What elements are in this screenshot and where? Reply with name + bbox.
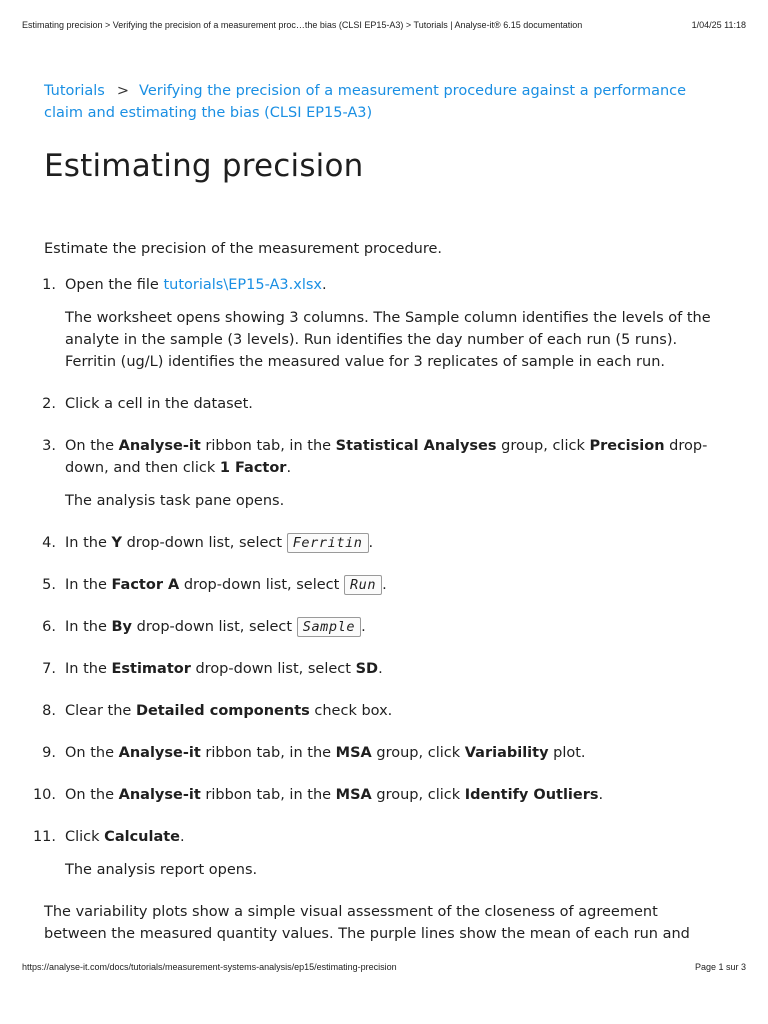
- step-text: group, click: [496, 438, 590, 454]
- step-text: .: [286, 460, 292, 476]
- print-footer-url: https://analyse-it.com/docs/tutorials/measurement-systems-analysis/ep15/estimating-precision: [22, 962, 397, 972]
- ui-term: Precision: [589, 438, 665, 454]
- step-number: 6.: [42, 619, 56, 635]
- ui-term: 1 Factor: [219, 460, 287, 476]
- closing-paragraph: The variability plots show a simple visual assessment of the closeness of agreement between the measured quantity values. The purple lines show the mean of each run and: [44, 904, 690, 942]
- list-item: [44, 393, 724, 415]
- step-number: 2.: [42, 396, 56, 412]
- step-text: On the: [65, 438, 119, 454]
- breadcrumb: [44, 80, 724, 124]
- file-link[interactable]: tutorials\EP15-A3.xlsx: [163, 277, 322, 293]
- ui-term: Analyse-it: [118, 745, 201, 761]
- step-text: drop-down list, select: [179, 577, 344, 593]
- step-text: .: [361, 619, 366, 635]
- step-number: 7.: [42, 661, 56, 677]
- breadcrumb-separator: >: [116, 83, 130, 99]
- step-text: drop-down, and then click: [65, 438, 708, 476]
- step-note: The analysis task pane opens.: [65, 493, 285, 509]
- variable-chip: Run: [344, 575, 382, 595]
- step-number: 1.: [42, 277, 56, 293]
- breadcrumb-tutorials-link[interactable]: Tutorials: [44, 83, 105, 99]
- step-text: Click: [65, 829, 105, 845]
- steps-list: [32, 274, 724, 881]
- step-text: On the: [65, 787, 119, 803]
- step-text: Clear the: [65, 703, 136, 719]
- step-text: group, click: [371, 787, 465, 803]
- step-note: The worksheet opens showing 3 columns. The Sample column identifies the levels of the analyte in the sample (3 levels). Run identifies the day number of each run (5 runs). Ferritin (ug/L) identifies the measured value for 3 replicates of sample in each run.: [65, 310, 711, 370]
- step-text: ribbon tab, in the: [200, 438, 336, 454]
- step-text: drop-down list, select: [121, 535, 287, 551]
- step-text: drop-down list, select: [190, 661, 356, 677]
- list-item: [32, 826, 724, 881]
- variable-chip: Sample: [297, 617, 361, 637]
- step-text: On the: [65, 745, 119, 761]
- print-footer-page: Page 1 sur 3: [694, 962, 746, 972]
- article: [32, 80, 724, 945]
- list-item: [44, 574, 724, 596]
- step-number: 3.: [42, 438, 56, 454]
- step-text: .: [382, 577, 387, 593]
- list-item: [44, 700, 724, 722]
- step-number: 9.: [42, 745, 56, 761]
- ui-term: Identify Outliers: [464, 787, 599, 803]
- intro-text: Estimate the precision of the measurement procedure.: [44, 241, 443, 257]
- step-note: The analysis report opens.: [65, 862, 258, 878]
- ui-term: Detailed components: [135, 703, 310, 719]
- list-item: [44, 616, 724, 638]
- step-text: .: [378, 661, 383, 677]
- ui-term: Calculate: [104, 829, 181, 845]
- step-number: 8.: [42, 703, 56, 719]
- step-text: In the: [65, 661, 112, 677]
- step-text: In the: [65, 535, 112, 551]
- ui-term: Y: [111, 535, 122, 551]
- breadcrumb-parent-link[interactable]: Verifying the precision of a measurement procedure against a performance claim and estimating the bias (CLSI EP15-A3): [44, 83, 687, 121]
- ui-term: Variability: [464, 745, 549, 761]
- print-header-datetime: 1/04/25 11:18: [691, 20, 746, 30]
- step-number: 11.: [32, 829, 56, 845]
- list-item: [44, 435, 724, 512]
- variable-chip: Ferritin: [287, 533, 369, 553]
- list-item: [44, 658, 724, 680]
- step-text: ribbon tab, in the: [200, 787, 336, 803]
- ui-term: SD: [355, 661, 379, 677]
- ui-term: Factor A: [111, 577, 180, 593]
- step-text: In the: [65, 619, 112, 635]
- ui-term: Estimator: [111, 661, 191, 677]
- list-item: [44, 742, 724, 764]
- step-text: .: [180, 829, 185, 845]
- ui-term: MSA: [335, 745, 372, 761]
- list-item: [44, 532, 724, 554]
- page-title: Estimating precision: [44, 148, 364, 184]
- step-text: plot.: [548, 745, 586, 761]
- ui-term: Statistical Analyses: [335, 438, 497, 454]
- step-text: drop-down list, select: [132, 619, 297, 635]
- step-text: .: [321, 277, 327, 293]
- print-header: [22, 20, 746, 30]
- list-item: [32, 784, 724, 806]
- step-number: 5.: [42, 577, 56, 593]
- step-text: Click a cell in the dataset.: [65, 396, 253, 412]
- step-text: .: [368, 535, 374, 551]
- step-text: In the: [65, 577, 112, 593]
- print-header-title: Estimating precision > Verifying the precision of a measurement proc…the bias (CLSI EP15-A3) > Tutorials | Analyse-it® 6.15 documentation: [22, 20, 583, 30]
- print-footer: [22, 962, 746, 972]
- ui-term: By: [111, 619, 132, 635]
- step-number: 4.: [42, 535, 56, 551]
- step-text: Open the file: [65, 277, 164, 293]
- step-text: ribbon tab, in the: [200, 745, 336, 761]
- step-text: group, click: [371, 745, 465, 761]
- ui-term: MSA: [335, 787, 372, 803]
- step-number: 10.: [32, 787, 56, 803]
- step-text: check box.: [309, 703, 393, 719]
- ui-term: Analyse-it: [118, 787, 201, 803]
- ui-term: Analyse-it: [118, 438, 201, 454]
- step-text: .: [598, 787, 604, 803]
- list-item: [44, 274, 724, 373]
